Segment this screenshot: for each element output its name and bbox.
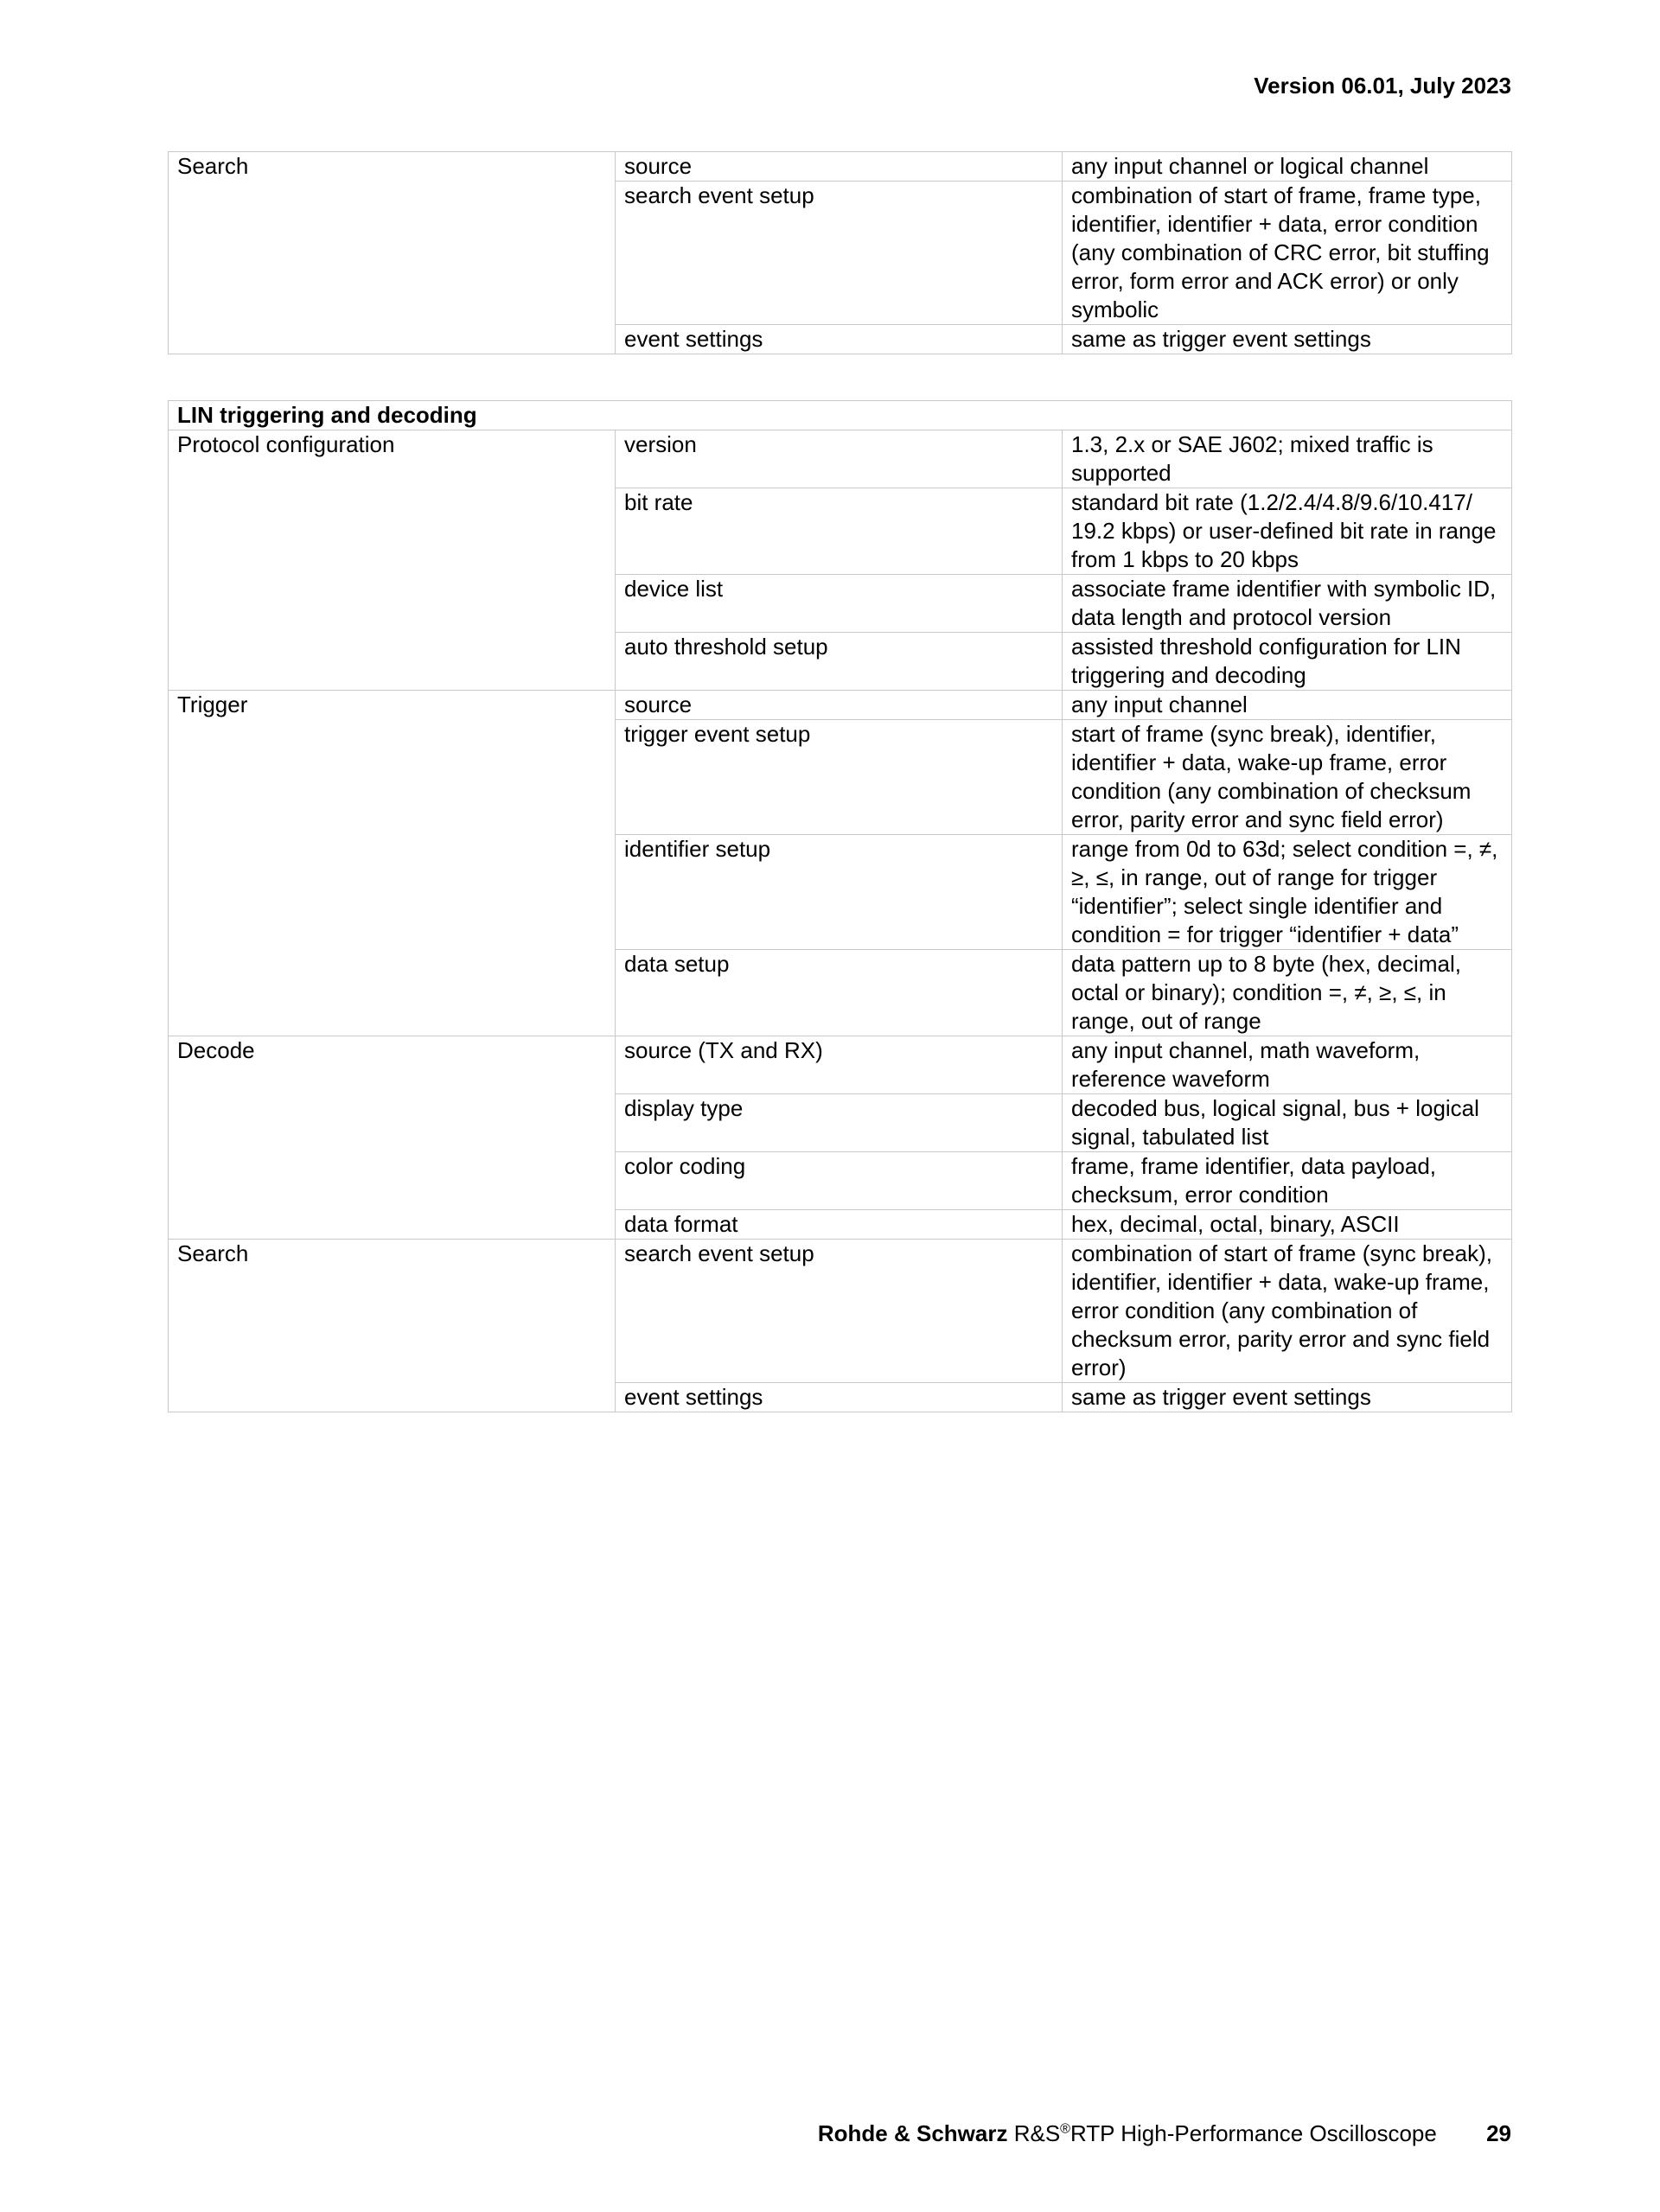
param-cell: color coding — [616, 1152, 1063, 1210]
value-cell: same as trigger event settings — [1063, 325, 1512, 354]
value-cell: hex, decimal, octal, binary, ASCII — [1063, 1210, 1512, 1240]
value-cell: data pattern up to 8 byte (hex, decimal, octal or binary); condition =, ≠, ≥, ≤, in range, out of range — [1063, 950, 1512, 1036]
value-cell: decoded bus, logical signal, bus + logical signal, tabulated list — [1063, 1094, 1512, 1152]
footer-brand: Rohde & Schwarz — [817, 2120, 1008, 2146]
param-cell: source — [616, 152, 1063, 182]
param-cell: version — [616, 430, 1063, 488]
table-row — [169, 430, 1512, 488]
page-number: 29 — [1486, 2120, 1511, 2146]
value-cell: combination of start of frame (sync break), identifier, identifier + data, wake-up frame, error condition (any combination of checksum error, parity error and sync field error) — [1063, 1240, 1512, 1383]
param-cell: display type — [616, 1094, 1063, 1152]
table-row — [169, 1036, 1512, 1094]
footer-product — [1014, 2120, 1437, 2146]
section-title: LIN triggering and decoding — [169, 401, 1512, 430]
table-row — [169, 152, 1512, 182]
param-cell: device list — [616, 575, 1063, 633]
value-cell: any input channel or logical channel — [1063, 152, 1512, 182]
value-cell: any input channel — [1063, 691, 1512, 720]
value-cell: same as trigger event settings — [1063, 1383, 1512, 1412]
value-cell: 1.3, 2.x or SAE J602; mixed traffic is supported — [1063, 430, 1512, 488]
group-label-decode: Decode — [169, 1036, 616, 1240]
page-footer — [818, 2120, 1511, 2147]
param-cell: auto threshold setup — [616, 633, 1063, 691]
document-version: Version 06.01, July 2023 — [1254, 73, 1511, 99]
value-cell: standard bit rate (1.2/2.4/4.8/9.6/10.417/ 19.2 kbps) or user-defined bit rate in range from 1 kbps to 20 kbps — [1063, 488, 1512, 575]
group-label-protocol-configuration: Protocol configuration — [169, 430, 616, 691]
product-prefix: R&S — [1013, 2120, 1061, 2146]
search-spec-table — [168, 151, 1512, 354]
value-cell: associate frame identifier with symbolic ID, data length and protocol version — [1063, 575, 1512, 633]
group-label-trigger: Trigger — [169, 691, 616, 1036]
group-label-search: Search — [169, 1240, 616, 1412]
param-cell: search event setup — [616, 182, 1063, 325]
product-name: RTP High-Performance Oscilloscope — [1069, 2120, 1437, 2146]
param-cell: data setup — [616, 950, 1063, 1036]
registered-mark: ® — [1060, 2121, 1070, 2137]
param-cell: event settings — [616, 1383, 1063, 1412]
table-row — [169, 1240, 1512, 1383]
value-cell: assisted threshold configuration for LIN triggering and decoding — [1063, 633, 1512, 691]
param-cell: source — [616, 691, 1063, 720]
group-label-search: Search — [169, 152, 616, 354]
value-cell: range from 0d to 63d; select condition =, ≠, ≥, ≤, in range, out of range for trigger “identifier”; select single identifier and condition = for trigger “identifier + data” — [1063, 835, 1512, 950]
value-cell: start of frame (sync break), identifier, identifier + data, wake-up frame, error condition (any combination of checksum error, parity error and sync field error) — [1063, 720, 1512, 835]
param-cell: identifier setup — [616, 835, 1063, 950]
param-cell: event settings — [616, 325, 1063, 354]
value-cell: combination of start of frame, frame type, identifier, identifier + data, error condition (any combination of CRC error, bit stuffing error, form error and ACK error) or only symbolic — [1063, 182, 1512, 325]
value-cell: frame, frame identifier, data payload, checksum, error condition — [1063, 1152, 1512, 1210]
param-cell: search event setup — [616, 1240, 1063, 1383]
param-cell: bit rate — [616, 488, 1063, 575]
value-cell: any input channel, math waveform, reference waveform — [1063, 1036, 1512, 1094]
param-cell: data format — [616, 1210, 1063, 1240]
table-title-row — [169, 401, 1512, 430]
table-row — [169, 691, 1512, 720]
param-cell: trigger event setup — [616, 720, 1063, 835]
param-cell: source (TX and RX) — [616, 1036, 1063, 1094]
lin-spec-table — [168, 400, 1512, 1412]
